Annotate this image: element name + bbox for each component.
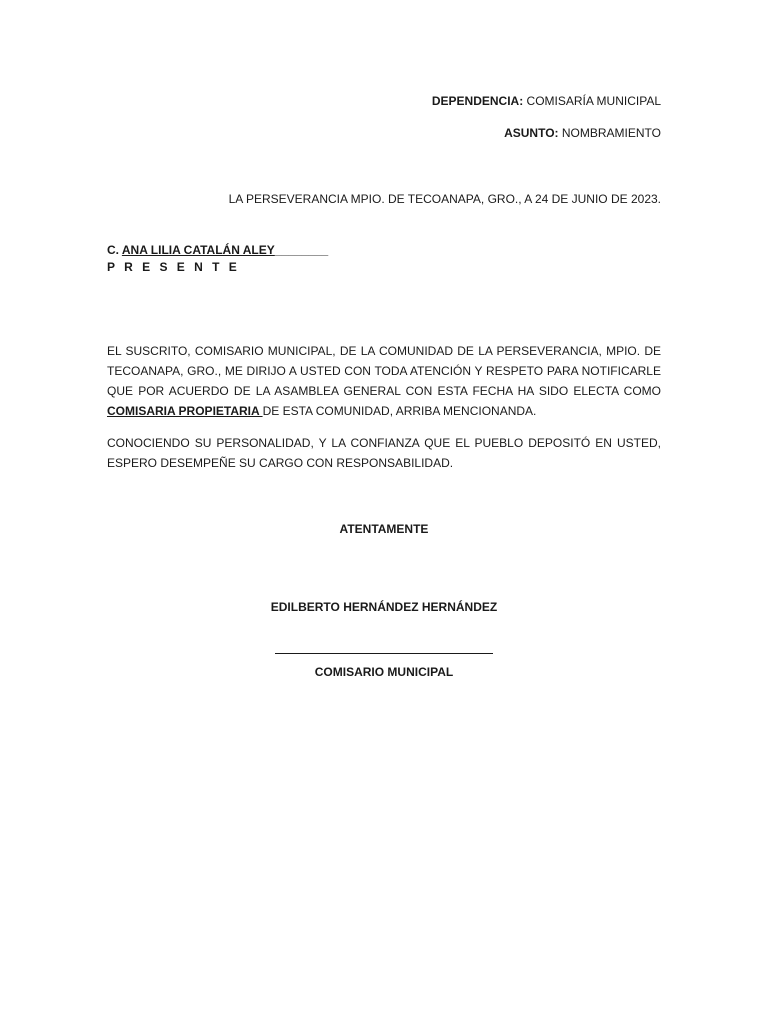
- p1-highlight: COMISARIA PROPIETARIA: [107, 404, 263, 418]
- atentamente: ATENTAMENTE: [339, 522, 429, 536]
- signer-name: EDILBERTO HERNÁNDEZ HERNÁNDEZ: [270, 600, 498, 614]
- dependencia-label: DEPENDENCIA:: [431, 94, 524, 108]
- recipient-line: [107, 242, 328, 258]
- presente: P R E S E N T E: [107, 260, 240, 274]
- p1-text: EL SUSCRITO, COMISARIO MUNICIPAL, DE LA COMUNIDAD DE LA PERSEVERANCIA, MPIO. DE TECOANAPA, GRO., ME DIRIJO A USTED CON TODA ATENCIÓN Y RESPETO PARA NOTIFICARLE QUE POR ACUERDO DE LA ASAMBLEA GENERAL CON ESTA FECHA HA SIDO ELECTA COMO: [107, 344, 661, 398]
- signature-line: [275, 653, 493, 654]
- recipient-name: ANA LILIA CATALÁN ALEY: [121, 243, 275, 257]
- recipient-prefix: C.: [107, 243, 119, 257]
- body-paragraph-2: CONOCIENDO SU PERSONALIDAD, Y LA CONFIANZA QUE EL PUEBLO DEPOSITÓ EN USTED, ESPERO DESEMPEÑE SU CARGO CON RESPONSABILIDAD.: [107, 436, 661, 470]
- p1-text-end: DE ESTA COMUNIDAD, ARRIBA MENCIONANDA.: [262, 404, 537, 418]
- dependencia-line: [432, 93, 661, 109]
- asunto-value: NOMBRAMIENTO: [561, 126, 661, 140]
- body-paragraph-1: [107, 341, 661, 421]
- asunto-label: ASUNTO:: [504, 126, 559, 140]
- dependencia-value: COMISARÍA MUNICIPAL: [526, 94, 661, 108]
- place-date: LA PERSEVERANCIA MPIO. DE TECOANAPA, GRO., A 24 DE JUNIO DE 2023.: [228, 192, 661, 206]
- signer-title: COMISARIO MUNICIPAL: [314, 665, 454, 679]
- asunto-line: [504, 125, 661, 141]
- recipient-blank: ________: [274, 243, 329, 257]
